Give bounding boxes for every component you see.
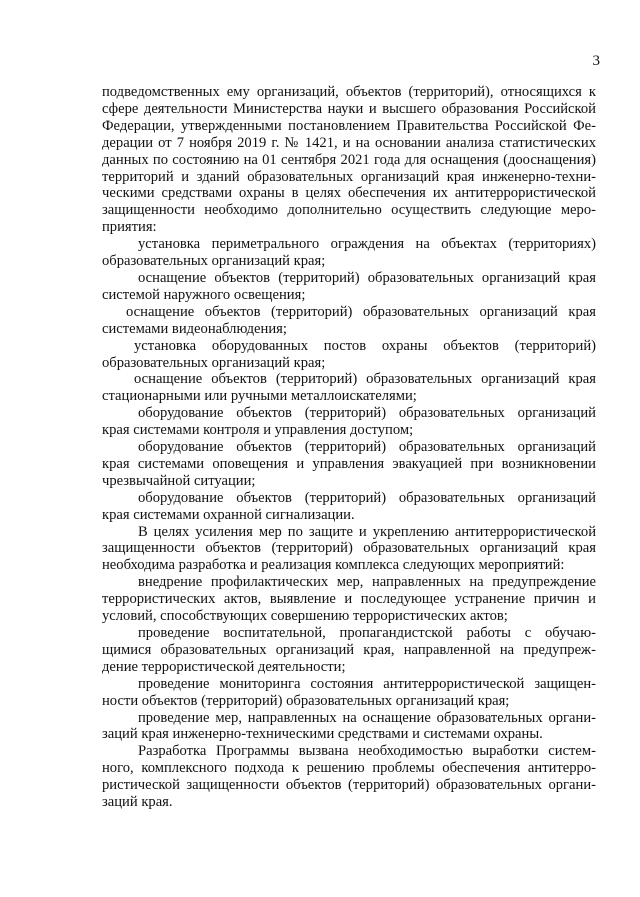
text-line: территорий и зданий образовательных организаций края инженерно-техни-: [102, 168, 596, 185]
text-line: установка периметрального ограждения на объектах (территориях): [138, 236, 596, 253]
document-body: [102, 84, 596, 811]
text-line: установка оборудованных постов охраны объектов (территорий): [134, 337, 596, 354]
text-line: сфере деятельности Министерства науки и высшего образования Российской: [102, 100, 596, 117]
text-line: Разработка Программы вызвана необходимостью выработки систем-: [138, 743, 596, 760]
text-line: дение террористической деятельности;: [102, 658, 346, 675]
text-line: проведение мониторинга состояния антитеррористической защищен-: [138, 675, 596, 692]
text-line: приятия:: [102, 219, 157, 236]
text-line: чрезвычайной ситуации;: [102, 472, 256, 489]
text-line: ческими средствами охраны в целях обеспечения их антитеррористической: [102, 185, 596, 202]
text-line: В целях усиления мер по защите и укреплению антитеррористической: [138, 523, 596, 540]
text-line: системой наружного освещения;: [102, 286, 306, 303]
text-line: стационарными или ручными металлоискателями;: [102, 388, 417, 405]
text-line: заций края.: [102, 794, 173, 811]
text-line: заций края инженерно-техническими средствами и системами охраны.: [102, 726, 543, 743]
text-line: оснащение объектов (территорий) образовательных организаций края: [134, 371, 596, 388]
text-line: образовательных организаций края;: [102, 253, 326, 270]
text-line: оборудование объектов (территорий) образовательных организаций: [138, 439, 596, 456]
text-line: ности объектов (территорий) образовательных организаций края;: [102, 692, 510, 709]
text-line: оборудование объектов (территорий) образовательных организаций: [138, 405, 596, 422]
text-line: образовательных организаций края;: [102, 354, 326, 371]
text-line: края системами контроля и управления доступом;: [102, 422, 414, 439]
text-line: дерации от 7 ноября 2019 г. № 1421, и на основании анализа статистических: [102, 134, 596, 151]
text-line: защищенности необходимо дополнительно осуществить следующие меро-: [102, 202, 596, 219]
text-line: защищенности объектов (территорий) образовательных организаций края: [102, 540, 596, 557]
text-line: края системами оповещения и управления эвакуацией при возникновении: [102, 455, 596, 472]
page-number: 3: [592, 53, 600, 69]
text-line: системами видеонаблюдения;: [102, 320, 287, 337]
text-line: необходима разработка и реализация комплекса следующих мероприятий:: [102, 557, 565, 574]
text-line: оснащение объектов (территорий) образовательных организаций края: [126, 303, 596, 320]
text-line: оснащение объектов (территорий) образовательных организаций края: [138, 269, 596, 286]
text-line: данных по состоянию на 01 сентября 2021 года для оснащения (дооснащения): [102, 151, 596, 168]
text-line: Федерации, утвержденными постановлением Правительства Российской Фе-: [102, 117, 596, 134]
text-line: внедрение профилактических мер, направленных на предупреждение: [138, 574, 596, 591]
text-line: проведение воспитательной, пропагандистской работы с обучаю-: [138, 625, 596, 641]
text-line: ристической защищенности объектов (территорий) образовательных органи-: [102, 777, 596, 794]
text-line: проведение мер, направленных на оснащение образовательных органи-: [138, 709, 596, 726]
text-line: щимися образовательных организаций края, направленной на предупреж-: [102, 641, 596, 658]
text-line: условий, способствующих совершению террористических актов;: [102, 608, 508, 625]
text-line: оборудование объектов (территорий) образовательных организаций: [138, 489, 596, 506]
text-line: террористических актов, выявление и последующее устранение причин и: [102, 591, 596, 608]
text-line: подведомственных ему организаций, объектов (территорий), относящихся к: [102, 84, 596, 100]
text-line: ного, комплексного подхода к решению проблемы обеспечения антитерро-: [102, 760, 596, 777]
text-line: края системами охранной сигнализации.: [102, 506, 355, 523]
